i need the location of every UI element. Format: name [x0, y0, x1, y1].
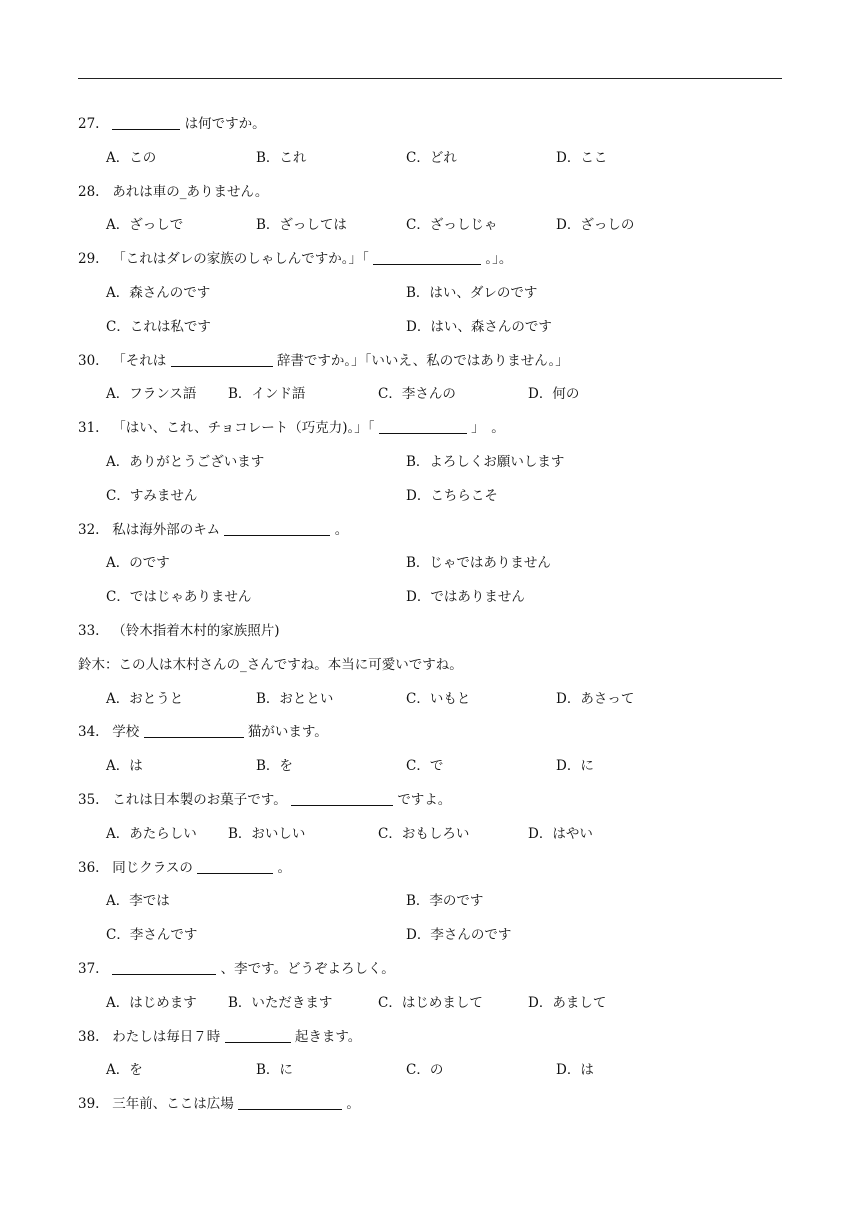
options-34 — [78, 750, 782, 784]
question-list — [78, 108, 782, 1122]
question-text-pre: 「はい、これ、チョコレート（巧克力)。」「 — [112, 420, 375, 437]
question-28 — [78, 176, 782, 210]
question-35 — [78, 784, 782, 818]
question-37 — [78, 953, 782, 987]
option-c[interactable]: C．ざっしじゃ — [406, 217, 498, 234]
option-d[interactable]: D．ここ — [556, 149, 608, 166]
question-36 — [78, 852, 782, 886]
question-text: あれは車の_ありません。 — [112, 183, 269, 200]
question-39 — [78, 1088, 782, 1122]
question-38 — [78, 1021, 782, 1055]
question-text-pre: 「それは — [112, 352, 167, 369]
question-number: 33. — [78, 622, 100, 639]
options-36-row2 — [78, 919, 782, 953]
question-text-post: 起きます。 — [294, 1028, 362, 1045]
option-a[interactable]: A．を — [106, 1062, 143, 1079]
question-33-dialogue — [78, 649, 782, 683]
option-b[interactable]: B．を — [256, 758, 293, 775]
option-d[interactable]: D．李さんのです — [406, 927, 512, 944]
option-b[interactable]: B．これ — [256, 149, 307, 166]
answer-blank — [379, 420, 467, 435]
option-c[interactable]: C．おもしろい — [378, 825, 470, 842]
option-d[interactable]: D．あさって — [556, 690, 635, 707]
option-a[interactable]: A．あたらしい — [106, 825, 197, 842]
question-number: 29. — [78, 251, 100, 268]
answer-blank — [144, 724, 244, 739]
option-a[interactable]: A．ざっしで — [106, 217, 184, 234]
question-text-post: ですよ。 — [397, 791, 452, 808]
option-b[interactable]: B．はい、ダレのです — [406, 284, 538, 301]
question-number: 28. — [78, 183, 100, 200]
question-text: は何ですか。 — [184, 116, 266, 132]
option-a[interactable]: A．フランス語 — [106, 386, 197, 403]
question-text-pre: 私は海外部のキム — [112, 521, 221, 538]
options-37 — [78, 987, 782, 1021]
options-31-row1 — [78, 446, 782, 480]
answer-blank — [197, 859, 273, 874]
question-number: 38. — [78, 1028, 100, 1045]
question-text-pre: 同じクラスの — [112, 859, 193, 876]
option-a[interactable]: A．ありがとうございます — [106, 453, 265, 470]
option-b[interactable]: B．に — [256, 1062, 293, 1079]
question-34 — [78, 716, 782, 750]
question-number: 31. — [78, 420, 100, 437]
question-text: （铃木指着木村的家族照片) — [112, 622, 280, 639]
option-d[interactable]: D．あまして — [528, 994, 607, 1011]
option-d[interactable]: D．に — [556, 758, 594, 775]
option-a[interactable]: A．この — [106, 149, 157, 166]
options-33 — [78, 683, 782, 717]
option-a[interactable]: A．李では — [106, 893, 170, 910]
option-d[interactable]: D．は — [556, 1062, 594, 1079]
question-text-post: 、李です。どうぞよろしく。 — [220, 960, 395, 977]
option-c[interactable]: C．ではじゃありません — [106, 589, 252, 606]
question-27 — [78, 108, 782, 142]
options-29-row2 — [78, 311, 782, 345]
question-text-pre: 「これはダレの家族のしゃしんですか。」「 — [112, 251, 369, 268]
question-number: 36. — [78, 859, 100, 876]
answer-blank — [112, 116, 180, 131]
option-d[interactable]: D．はい、森さんのです — [406, 318, 552, 335]
option-b[interactable]: B．おいしい — [228, 825, 306, 842]
question-number: 39. — [78, 1096, 100, 1113]
question-number: 34. — [78, 724, 100, 741]
dialogue-text: 鈴木：この人は木村さんの_さんですね。本当に可愛いですね。 — [78, 656, 463, 673]
question-number: 37. — [78, 960, 100, 977]
option-d[interactable]: D．ではありません — [406, 589, 525, 606]
option-b[interactable]: B．おととい — [256, 690, 334, 707]
question-text-pre: わたしは毎日７時 — [112, 1028, 221, 1045]
option-c[interactable]: C．すみません — [106, 487, 198, 504]
answer-blank — [373, 251, 481, 266]
header-rule — [78, 78, 782, 79]
question-text-post: 。 — [334, 521, 349, 538]
option-a[interactable]: A．森さんのです — [106, 284, 211, 301]
question-text-post: 猫がいます。 — [247, 724, 328, 741]
question-33 — [78, 615, 782, 649]
option-d[interactable]: D．こちらこそ — [406, 487, 498, 504]
question-31 — [78, 412, 782, 446]
option-a[interactable]: A．はじめます — [106, 994, 197, 1011]
options-32-row2 — [78, 581, 782, 615]
question-number: 32. — [78, 521, 100, 538]
options-30 — [78, 378, 782, 412]
question-text-pre: これは日本製のお菓子です。 — [112, 791, 287, 808]
answer-blank — [171, 352, 273, 367]
option-b[interactable]: B．いただきます — [228, 994, 333, 1011]
question-32 — [78, 514, 782, 548]
question-text-post: 」 。 — [471, 420, 505, 437]
option-b[interactable]: B．よろしくお願いします — [406, 453, 565, 470]
options-38 — [78, 1054, 782, 1088]
option-d[interactable]: D．何の — [528, 386, 580, 403]
option-a[interactable]: A．のです — [106, 555, 170, 572]
question-text-post: 。」。 — [485, 251, 513, 268]
option-c[interactable]: C．李さんです — [106, 927, 198, 944]
question-number: 30. — [78, 352, 100, 369]
answer-blank — [291, 791, 393, 806]
option-c[interactable]: C．いもと — [406, 690, 471, 707]
question-number: 35. — [78, 791, 100, 808]
option-d[interactable]: D．ざっしの — [556, 217, 635, 234]
question-text-pre: 三年前、ここは広場 — [112, 1096, 234, 1113]
option-c[interactable]: C．はじめまして — [378, 994, 483, 1011]
option-a[interactable]: A．おとうと — [106, 690, 184, 707]
question-30 — [78, 345, 782, 379]
answer-blank — [238, 1096, 342, 1111]
option-b[interactable]: B．じゃではありません — [406, 555, 551, 572]
question-text-post: 。 — [277, 859, 291, 876]
options-29-row1 — [78, 277, 782, 311]
question-text-post: 辞書ですか。」「いいえ、私のではありません。」 — [276, 352, 569, 369]
options-36-row1 — [78, 885, 782, 919]
question-number: 27. — [78, 116, 100, 132]
option-c[interactable]: C．どれ — [406, 149, 457, 166]
answer-blank — [224, 521, 330, 536]
options-28 — [78, 209, 782, 243]
options-32-row1 — [78, 547, 782, 581]
answer-blank — [225, 1028, 291, 1043]
option-d[interactable]: D．はやい — [528, 825, 593, 842]
answer-blank — [112, 960, 216, 975]
options-31-row2 — [78, 480, 782, 514]
question-29 — [78, 243, 782, 277]
option-b[interactable]: B．ざっしては — [256, 217, 347, 234]
options-27 — [78, 142, 782, 176]
option-c[interactable]: C．の — [406, 1062, 444, 1079]
option-b[interactable]: B．インド語 — [228, 386, 306, 403]
question-text-pre: 学校 — [112, 724, 140, 741]
option-b[interactable]: B．李のです — [406, 893, 484, 910]
option-a[interactable]: A．は — [106, 758, 143, 775]
question-text-post: 。 — [346, 1096, 360, 1113]
option-c[interactable]: C．これは私です — [106, 318, 211, 335]
option-c[interactable]: C．で — [406, 758, 444, 775]
option-c[interactable]: C．李さんの — [378, 386, 456, 403]
options-35 — [78, 818, 782, 852]
